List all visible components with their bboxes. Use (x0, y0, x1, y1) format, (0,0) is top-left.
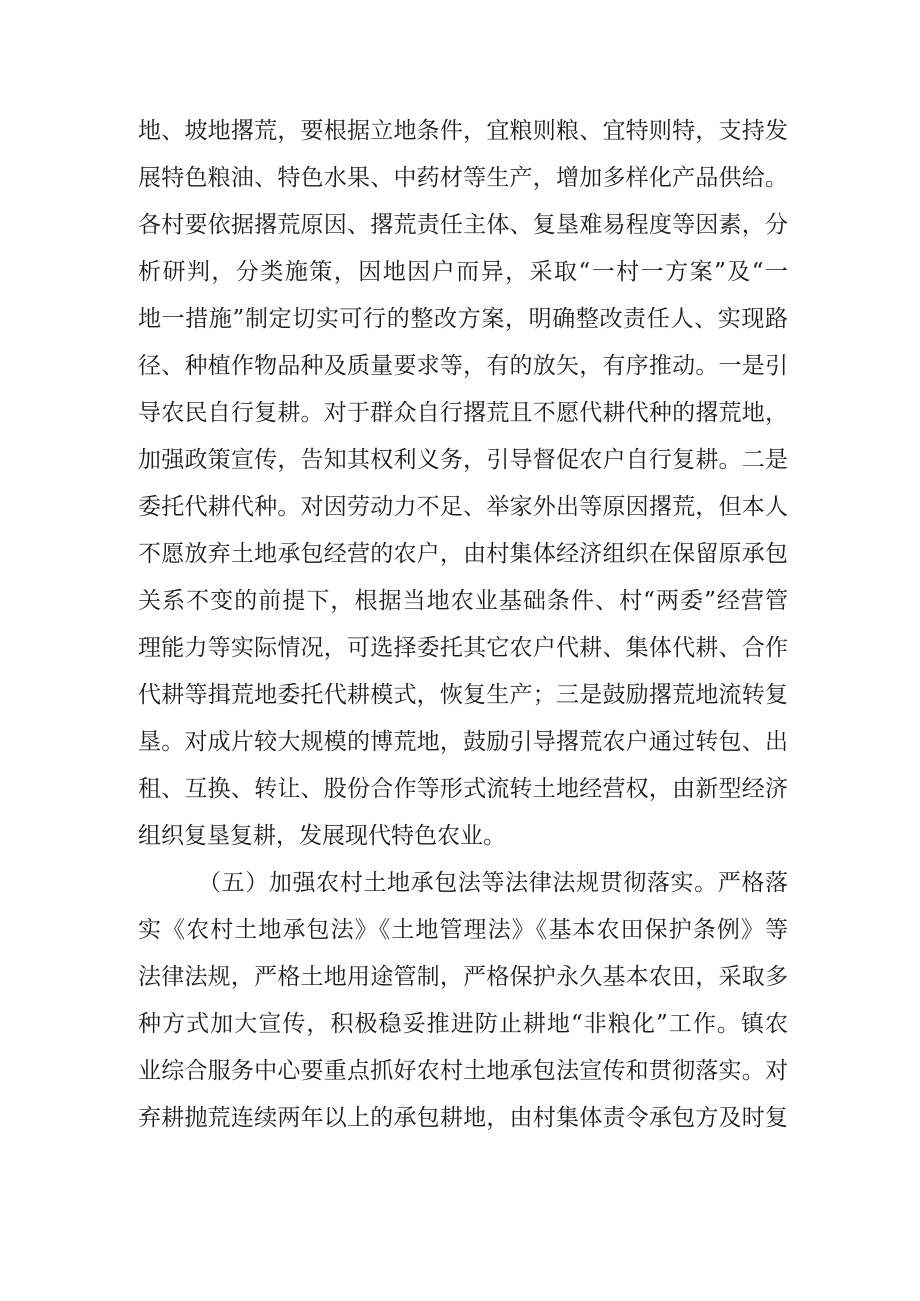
text-line: 加强政策宣传，告知其权利义务，引导督促农户自行复耕。二是 (138, 447, 788, 473)
paragraph-end-line: 组织复垦复耕，发展现代特色农业。 (138, 823, 506, 849)
text-line: 法律法规，严格土地用途管制，严格保护永久基本农田，采取多 (138, 964, 788, 990)
text-line: 租、互换、转让、股份合作等形式流转土地经营权，由新型经济 (138, 776, 788, 802)
text-line: 关系不变的前提下，根据当地农业基础条件、村“两委”经营管 (138, 588, 788, 614)
text-line: 不愿放弃土地承包经营的农户，由村集体经济组织在保留原承包 (138, 541, 788, 567)
text-line: 委托代耕代种。对因劳动力不足、举家外出等原因撂荒，但本人 (138, 494, 788, 520)
text-line: 弃耕抛荒连续两年以上的承包耕地，由村集体责令承包方及时复 (138, 1105, 788, 1131)
section-heading-line: （五）加强农村土地承包法等法律法规贯彻落实。严格落 (198, 870, 788, 896)
text-line: 种方式加大宣传，积极稳妥推进防止耕地“非粮化”工作。镇农 (138, 1011, 788, 1037)
text-line: 各村要依据撂荒原因、撂荒责任主体、复垦难易程度等因素，分 (138, 212, 788, 238)
document-body (138, 108, 788, 1142)
text-line: 析研判，分类施策，因地因户而异，采取“一村一方案”及“一 (138, 259, 788, 285)
text-line: 导农民自行复耕。对于群众自行撂荒且不愿代耕代种的撂荒地， (138, 400, 788, 426)
text-line: 理能力等实际情况，可选择委托其它农户代耕、集体代耕、合作 (138, 635, 788, 661)
text-line: 业综合服务中心要重点抓好农村土地承包法宣传和贯彻落实。对 (138, 1058, 788, 1084)
text-line: 实《农村土地承包法》《土地管理法》《基本农田保护条例》等 (138, 917, 788, 943)
text-line: 地一措施”制定切实可行的整改方案，明确整改责任人、实现路 (138, 306, 788, 332)
text-line: 代耕等揖荒地委托代耕模式，恢复生产；三是鼓励撂荒地流转复 (138, 682, 788, 708)
text-line: 垦。对成片较大规模的博荒地，鼓励引导撂荒农户通过转包、出 (138, 729, 788, 755)
text-line: 径、种植作物品种及质量要求等，有的放矢，有序推动。一是引 (138, 353, 788, 379)
text-line: 地、坡地撂荒，要根据立地条件，宜粮则粮、宜特则特，支持发 (138, 118, 788, 144)
text-line: 展特色粮油、特色水果、中药材等生产，增加多样化产品供给。 (138, 165, 788, 191)
